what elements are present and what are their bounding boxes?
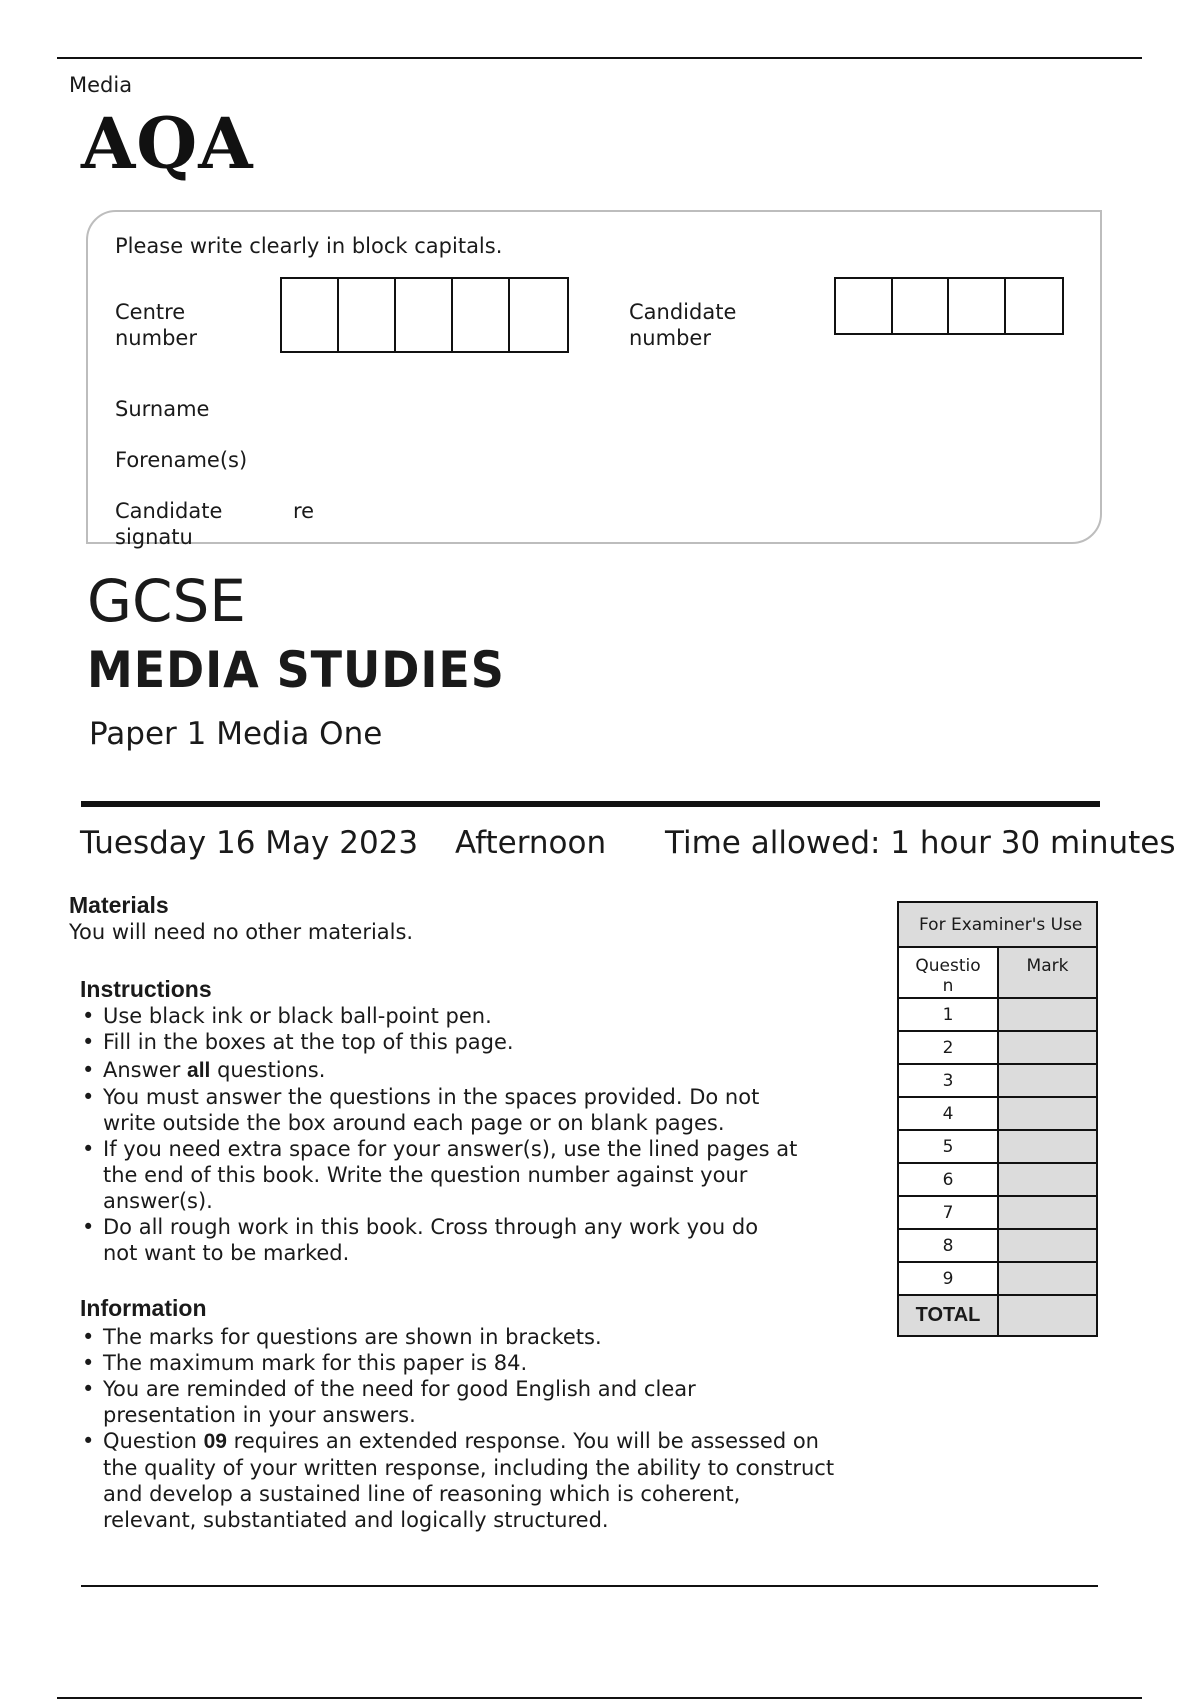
centre-number-digit[interactable]: [282, 279, 339, 351]
list-item: • You are reminded of the need for good English and clear presentation in your answers.: [82, 1377, 696, 1427]
mark-column-header: Mark: [998, 947, 1097, 998]
question-column-header: Questio n: [898, 947, 998, 998]
total-label: TOTAL: [898, 1295, 998, 1336]
mark-cell: [998, 1097, 1097, 1130]
question-number: 4: [898, 1097, 998, 1130]
candidate-number-digit[interactable]: [836, 279, 893, 333]
mark-cell: [998, 1064, 1097, 1097]
information-list: [80, 1324, 900, 1533]
total-mark-cell: [998, 1295, 1097, 1336]
exam-session: Afternoon: [455, 825, 607, 861]
page-bottom-rule: [57, 1697, 1142, 1699]
signature-label-tail: re: [293, 499, 315, 523]
candidate-number-digit[interactable]: [893, 279, 950, 333]
candidate-number-boxes[interactable]: [834, 277, 1064, 335]
aqa-logo: AQA: [81, 102, 254, 185]
instructions-heading: Instructions: [80, 976, 212, 1002]
candidate-number-digit[interactable]: [949, 279, 1006, 333]
question-number: 9: [898, 1262, 998, 1295]
subject-tag: Media: [69, 73, 133, 97]
centre-number-digit[interactable]: [339, 279, 396, 351]
list-item: • The marks for questions are shown in brackets.: [82, 1325, 602, 1349]
list-item: • Question 09 requires an extended response. You will be assessed on the quality of your written response, including the ability to construct and develop a sustained line of reasoning which is coherent, relevant, substantiated and logically structured.: [82, 1429, 835, 1532]
paper-title: Paper 1 Media One: [89, 716, 383, 752]
exam-date: Tuesday 16 May 2023: [80, 825, 419, 861]
question-number: 3: [898, 1064, 998, 1097]
question-number: 5: [898, 1130, 998, 1163]
list-item: • Do all rough work in this book. Cross through any work you do not want to be marked.: [82, 1215, 759, 1265]
surname-label[interactable]: Surname: [115, 397, 210, 421]
materials-heading: Materials: [69, 892, 169, 918]
list-item: • The maximum mark for this paper is 84.: [82, 1351, 528, 1375]
examiner-use-table: [897, 901, 1098, 1337]
question-number: 6: [898, 1163, 998, 1196]
list-item: • You must answer the questions in the spaces provided. Do not write outside the box around each page or on blank pages.: [82, 1085, 760, 1135]
centre-number-label: Centre number: [115, 300, 197, 350]
candidate-number-label: Candidate number: [629, 300, 737, 350]
centre-number-boxes[interactable]: [280, 277, 569, 353]
mark-cell: [998, 1031, 1097, 1064]
block-capitals-instruction: Please write clearly in block capitals.: [115, 234, 503, 258]
forenames-label[interactable]: Forename(s): [115, 448, 248, 472]
examiner-table-title: For Examiner's Use: [898, 902, 1097, 947]
mark-cell: [998, 1229, 1097, 1262]
candidate-signature-label[interactable]: Candidate signatu: [115, 499, 223, 549]
footer-rule: [81, 1585, 1098, 1587]
question-number: 7: [898, 1196, 998, 1229]
mark-cell: [998, 1262, 1097, 1295]
mark-cell: [998, 1196, 1097, 1229]
question-number: 1: [898, 998, 998, 1031]
list-item: • Use black ink or black ball-point pen.: [82, 1004, 492, 1028]
centre-number-digit[interactable]: [396, 279, 453, 351]
list-item: • Answer all questions.: [82, 1058, 326, 1082]
instructions-list: [80, 1003, 880, 1266]
mark-cell: [998, 1130, 1097, 1163]
candidate-details-panel: [86, 210, 1102, 544]
title-divider: [81, 801, 1100, 807]
centre-number-digit[interactable]: [453, 279, 510, 351]
materials-text: You will need no other materials.: [69, 920, 414, 944]
question-number: 8: [898, 1229, 998, 1262]
mark-cell: [998, 1163, 1097, 1196]
mark-cell: [998, 998, 1097, 1031]
candidate-number-digit[interactable]: [1006, 279, 1062, 333]
qualification-title: GCSE: [87, 567, 246, 635]
time-allowed: Time allowed: 1 hour 30 minutes: [665, 825, 1176, 861]
list-item: • If you need extra space for your answer(s), use the lined pages at the end of this book. Write the question number against your answer(s).: [82, 1137, 798, 1213]
top-rule: [57, 57, 1142, 59]
question-number: 2: [898, 1031, 998, 1064]
list-item: • Fill in the boxes at the top of this page.: [82, 1030, 514, 1054]
information-heading: Information: [80, 1295, 207, 1321]
subject-title: MEDIA STUDIES: [87, 641, 505, 699]
centre-number-digit[interactable]: [510, 279, 567, 351]
